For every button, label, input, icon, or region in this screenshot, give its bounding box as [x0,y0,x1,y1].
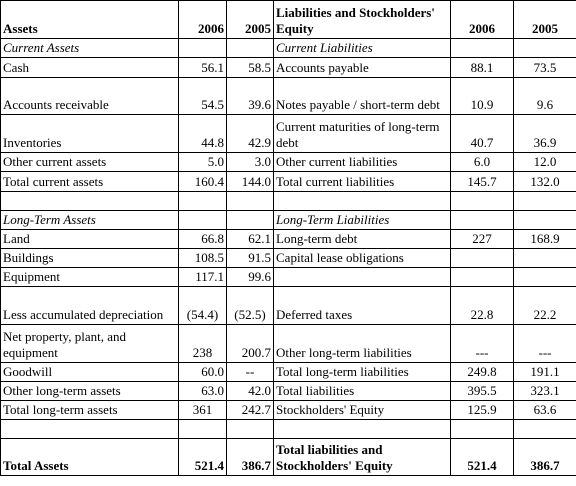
cell-value: --- [514,325,576,363]
long-term-liabilities-title: Long-Term Liabilities [274,211,451,230]
table-row [1,382,576,401]
total-assets-2005: 386.7 [227,439,274,476]
liab-year-2006-header: 2006 [451,1,514,39]
cell-value: 145.7 [451,172,514,192]
row-label: Total liabilities [274,382,451,401]
cell-value: 9.6 [514,78,576,115]
row-label: Notes payable / short-term debt [274,78,451,115]
cell-value: 108.5 [179,249,227,268]
table-row [1,153,576,172]
header-row [1,1,576,39]
row-label: Total current liabilities [274,172,451,192]
cell-value: 227 [451,230,514,249]
row-label: Equipment [1,268,179,287]
row-label: Less accumulated depreciation [1,287,179,325]
cell-value: 62.1 [227,230,274,249]
cell-value: 117.1 [179,268,227,287]
row-label: Accounts receivable [1,78,179,115]
row-label: Goodwill [1,363,179,382]
cell-value: 22.2 [514,287,576,325]
cell-value: 125.9 [451,401,514,420]
row-label: Net property, plant, and equipment [1,325,179,363]
cell-value: 242.7 [227,401,274,420]
row-label: Total current assets [1,172,179,192]
cell-value: 63.0 [179,382,227,401]
row-label: Long-term debt [274,230,451,249]
cell-value: 395.5 [451,382,514,401]
table-row [1,230,576,249]
row-label: Cash [1,58,179,78]
cell-value: 323.1 [514,382,576,401]
row-label: Other current liabilities [274,153,451,172]
cell-value: 42.9 [227,115,274,153]
total-liabilities-equity-label: Total liabilities and Stockholders' Equity [274,439,451,476]
current-liabilities-title: Current Liabilities [274,39,451,58]
cell-value: 36.9 [514,115,576,153]
table-row [1,325,576,363]
table-row [1,115,576,153]
row-label: Land [1,230,179,249]
spacer-row [1,420,576,439]
cell-value: 42.0 [227,382,274,401]
assets-year-2005-header: 2005 [227,1,274,39]
assets-year-2006-header: 2006 [179,1,227,39]
cell-value: 56.1 [179,58,227,78]
cell-value: 91.5 [227,249,274,268]
cell-value: 144.0 [227,172,274,192]
row-label: Inventories [1,115,179,153]
section-title-row [1,211,576,230]
cell-value: 88.1 [451,58,514,78]
total-assets-label: Total Assets [1,439,179,476]
table-row [1,401,576,420]
cell-value: 5.0 [179,153,227,172]
table-row [1,172,576,192]
total-liabilities-equity-2006: 521.4 [451,439,514,476]
cell-value [514,249,576,268]
row-label: Other long-term liabilities [274,325,451,363]
cell-value: 160.4 [179,172,227,192]
cell-value: 73.5 [514,58,576,78]
row-label: Total long-term assets [1,401,179,420]
table-row [1,78,576,115]
cell-value: 191.1 [514,363,576,382]
cell-value: 99.6 [227,268,274,287]
cell-value: (52.5) [227,287,274,325]
row-label: Current maturities of long-term debt [274,115,451,153]
row-label: Accounts payable [274,58,451,78]
section-title-row [1,39,576,58]
cell-value: 10.9 [451,78,514,115]
cell-value [451,249,514,268]
total-liabilities-equity-2005: 386.7 [514,439,576,476]
table-row [1,58,576,78]
row-label: Other long-term assets [1,382,179,401]
row-label: Stockholders' Equity [274,401,451,420]
cell-value: 58.5 [227,58,274,78]
cell-value: 63.6 [514,401,576,420]
liabilities-header: Liabilities and Stockholders' Equity [274,1,451,39]
cell-value: 39.6 [227,78,274,115]
cell-value: 12.0 [514,153,576,172]
cell-value: 66.8 [179,230,227,249]
spacer-row [1,192,576,211]
long-term-assets-title: Long-Term Assets [1,211,179,230]
cell-value: 238 [179,325,227,363]
cell-value: 54.5 [179,78,227,115]
cell-value: 40.7 [451,115,514,153]
row-label: Deferred taxes [274,287,451,325]
cell-value: 249.8 [451,363,514,382]
cell-value: (54.4) [179,287,227,325]
row-label: Total long-term liabilities [274,363,451,382]
table-row [1,268,576,287]
cell-value: 6.0 [451,153,514,172]
liab-year-2005-header: 2005 [514,1,576,39]
row-label: Capital lease obligations [274,249,451,268]
cell-value: 132.0 [514,172,576,192]
row-label: Buildings [1,249,179,268]
cell-value: 361 [179,401,227,420]
cell-value: -- [227,363,274,382]
table-row [1,363,576,382]
cell-value: 3.0 [227,153,274,172]
assets-header: Assets [1,1,179,39]
cell-value: 168.9 [514,230,576,249]
cell-value: 200.7 [227,325,274,363]
current-assets-title: Current Assets [1,39,179,58]
cell-value: --- [451,325,514,363]
cell-value: 44.8 [179,115,227,153]
table-row [1,287,576,325]
totals-row [1,439,576,476]
total-assets-2006: 521.4 [179,439,227,476]
cell-value: 22.8 [451,287,514,325]
table-row [1,249,576,268]
cell-value: 60.0 [179,363,227,382]
row-label: Other current assets [1,153,179,172]
